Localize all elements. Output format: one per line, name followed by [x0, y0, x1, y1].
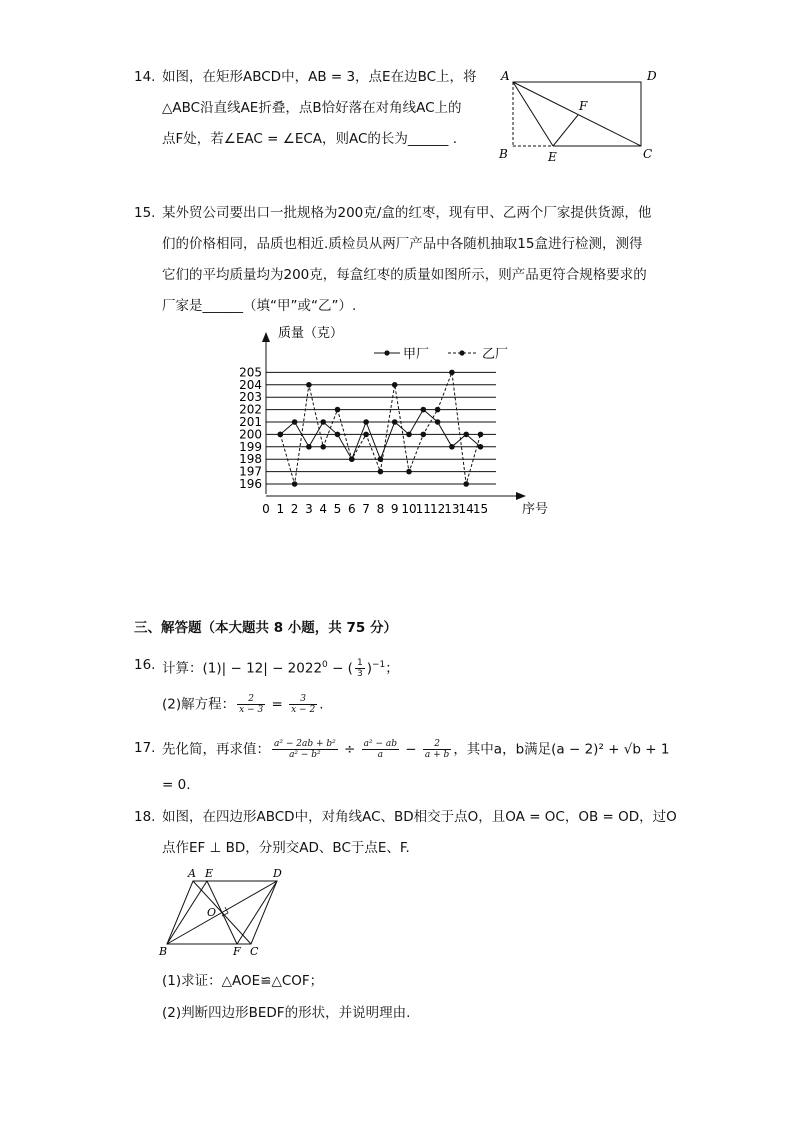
y-tick-label: 199 — [239, 439, 262, 454]
q17-line1 — [162, 739, 669, 760]
question-number-17: 17. — [134, 740, 156, 756]
chart-legend — [374, 347, 508, 362]
q14-label-d: D — [647, 69, 657, 83]
q15-text-line1: 某外贸公司要出口一批规格为200克/盒的红枣，现有甲、乙两个厂家提供货源，他 — [162, 205, 652, 221]
q17-frac3 — [423, 739, 451, 760]
q18-label-f: F — [233, 945, 241, 958]
y-tick-label: 205 — [239, 365, 262, 380]
q17-frac2-d: a — [377, 750, 384, 760]
data-point-yi — [335, 407, 341, 413]
quality-line-chart — [236, 320, 566, 522]
data-point-jia — [463, 432, 469, 438]
section-3-title: 三、解答题（本大题共 8 小题，共 75 分） — [134, 620, 397, 636]
x-tick-label: 9 — [390, 502, 399, 516]
x-tick-label: 7 — [362, 502, 370, 516]
y-axis-arrow — [262, 332, 270, 342]
q16-frac1-n: 2 — [237, 694, 265, 705]
data-point-yi — [421, 432, 427, 438]
data-point-jia — [292, 419, 298, 425]
data-point-yi — [435, 407, 441, 413]
q16-frac2-d: x − 2 — [291, 705, 316, 715]
q17-line2: = 0. — [162, 777, 191, 793]
data-point-jia — [335, 432, 341, 438]
data-point-yi — [292, 481, 298, 487]
q14-label-f: F — [579, 99, 588, 113]
q17-frac3-n: 2 — [423, 739, 451, 750]
data-point-yi — [306, 382, 312, 388]
y-tick-label: 204 — [239, 377, 262, 392]
q14-text-line2: △ABC沿直线AE折叠，点B恰好落在对角线AC上的 — [162, 100, 462, 116]
q17-div: ÷ — [339, 741, 360, 758]
q14-text-line1: 如图，在矩形ABCD中，AB = 3，点E在边BC上，将 — [162, 69, 477, 85]
data-point-jia — [306, 444, 312, 450]
q16-eq: = — [267, 696, 288, 713]
q16-frac1-d: x − 3 — [239, 705, 264, 715]
data-point-jia — [406, 432, 412, 438]
q16-frac2 — [289, 694, 317, 715]
x-tick-label: 0 — [262, 502, 270, 516]
q17-minus: − — [401, 741, 421, 758]
q17-prefix: 先化简，再求值： — [162, 741, 270, 758]
question-number-15: 15. — [134, 205, 156, 221]
chart-x-axis-label: 序号 — [522, 502, 549, 517]
y-tick-label: 198 — [239, 452, 262, 467]
y-tick-label: 201 — [239, 415, 262, 429]
x-tick-label: 3 — [305, 502, 313, 516]
data-point-jia — [320, 419, 326, 425]
data-point-yi — [349, 456, 355, 462]
data-point-jia — [392, 419, 398, 425]
q18-label-c: C — [250, 945, 259, 958]
q18-label-b: B — [159, 945, 168, 958]
data-point-yi — [363, 432, 369, 438]
q16-exp0: 0 — [322, 660, 328, 670]
data-point-yi — [463, 481, 469, 487]
data-point-jia — [421, 407, 427, 413]
y-tick-label: 200 — [239, 427, 262, 442]
q15-text-line3: 它们的平均质量均为200克，每盒红枣的质量如图所示，则产品更符合规格要求的 — [162, 267, 647, 283]
q16-part1 — [162, 656, 399, 679]
q18-text-line1: 如图，在四边形ABCD中，对角线AC、BD相交于点O，且OA = OC，OB = OD，过O — [162, 809, 677, 825]
legend-label-jia: 甲厂 — [403, 347, 430, 362]
question-number-18: 18. — [134, 809, 156, 825]
y-tick-label: 202 — [239, 402, 262, 417]
data-point-yi — [406, 469, 412, 475]
x-tick-label: 8 — [376, 502, 385, 516]
q18-text-line2: 点作EF ⊥ BD，分别交AD、BC于点E、F. — [162, 840, 410, 856]
q16-frac-d: 3 — [356, 669, 363, 679]
q17-frac3-d: a + b — [424, 750, 450, 760]
q14-label-c: C — [643, 147, 653, 161]
q17-condition: ，其中a，b满足(a − 2)² + √b + 1 — [453, 741, 670, 758]
data-point-yi — [378, 469, 384, 475]
x-tick-label: 10 — [401, 502, 417, 516]
data-point-yi — [278, 432, 284, 438]
series-line-yi — [280, 372, 480, 484]
q16-part1-prefix: 计算：(1)| − 12| − 2022 — [162, 660, 323, 677]
q18-part2: (2)判断四边形BEDF的形状，并说明理由. — [162, 1005, 411, 1021]
q16-end: . — [319, 696, 324, 713]
q16-frac-n: 1 — [356, 658, 363, 668]
x-tick-label: 1 — [276, 502, 285, 516]
x-tick-label: 5 — [333, 502, 342, 516]
q18-label-d: D — [273, 867, 282, 880]
x-tick-label: 13 — [444, 502, 460, 516]
legend-label-yi: 乙厂 — [482, 347, 509, 362]
x-tick-label: 12 — [429, 502, 446, 516]
q16-frac1 — [237, 694, 265, 715]
data-point-jia — [363, 419, 369, 425]
q14-label-b: B — [499, 147, 508, 161]
q16-exp-neg1: −1 — [371, 660, 386, 670]
data-point-yi — [449, 370, 455, 376]
q16-part2-prefix: (2)解方程： — [162, 696, 236, 713]
q16-part1-mid: − ( — [327, 660, 353, 677]
data-point-yi — [320, 444, 326, 450]
q16-frac-third — [355, 658, 365, 679]
x-tick-label: 6 — [347, 502, 356, 516]
q18-label-o: O — [207, 906, 217, 919]
q17-frac2 — [362, 739, 399, 760]
y-tick-label: 196 — [239, 477, 262, 491]
data-point-jia — [435, 419, 441, 425]
q16-close: ) — [366, 660, 372, 677]
chart-y-axis-label: 质量（克） — [278, 326, 344, 341]
data-point-yi — [392, 382, 398, 388]
q16-part1-end: ； — [385, 660, 399, 677]
q17-frac2-n: a² − ab — [363, 739, 398, 749]
y-tick-label: 203 — [239, 390, 262, 405]
q17-frac1 — [272, 739, 338, 760]
x-tick-label: 2 — [290, 502, 299, 516]
q15-text-line2: 们的价格相同，品质也相近.质检员从两厂产品中各随机抽取15盒进行检测，测得 — [162, 236, 643, 252]
q14-text-line3: 点F处，若∠EAC = ∠ECA，则AC的长为______ . — [162, 131, 458, 147]
q17-frac1-n: a² − 2ab + b² — [274, 739, 336, 749]
q14-label-e: E — [548, 150, 557, 164]
q18-label-a: A — [188, 867, 196, 880]
x-axis-arrow — [516, 492, 526, 500]
question-number-14: 14. — [134, 69, 156, 85]
question-number-16: 16. — [134, 657, 156, 673]
data-point-yi — [478, 432, 484, 438]
q18-part1: (1)求证：△AOE≌△COF； — [162, 973, 324, 989]
y-tick-label: 197 — [239, 464, 262, 479]
x-tick-label: 15 — [472, 502, 489, 516]
x-tick-label: 4 — [319, 502, 328, 516]
x-tick-label: 11 — [415, 502, 431, 516]
q14-rectangle-figure — [495, 66, 670, 166]
q16-frac2-n: 3 — [289, 694, 317, 705]
q15-text-line4: 厂家是______（填“甲”或“乙”）. — [162, 298, 357, 314]
x-tick-label: 14 — [458, 502, 474, 516]
q16-part2 — [162, 694, 323, 715]
data-point-jia — [478, 444, 484, 450]
q18-label-e: E — [205, 867, 214, 880]
q18-quadrilateral-figure — [155, 866, 295, 958]
q14-label-a: A — [501, 69, 510, 83]
data-point-jia — [449, 444, 455, 450]
q17-frac1-d: a² − b² — [289, 750, 321, 760]
